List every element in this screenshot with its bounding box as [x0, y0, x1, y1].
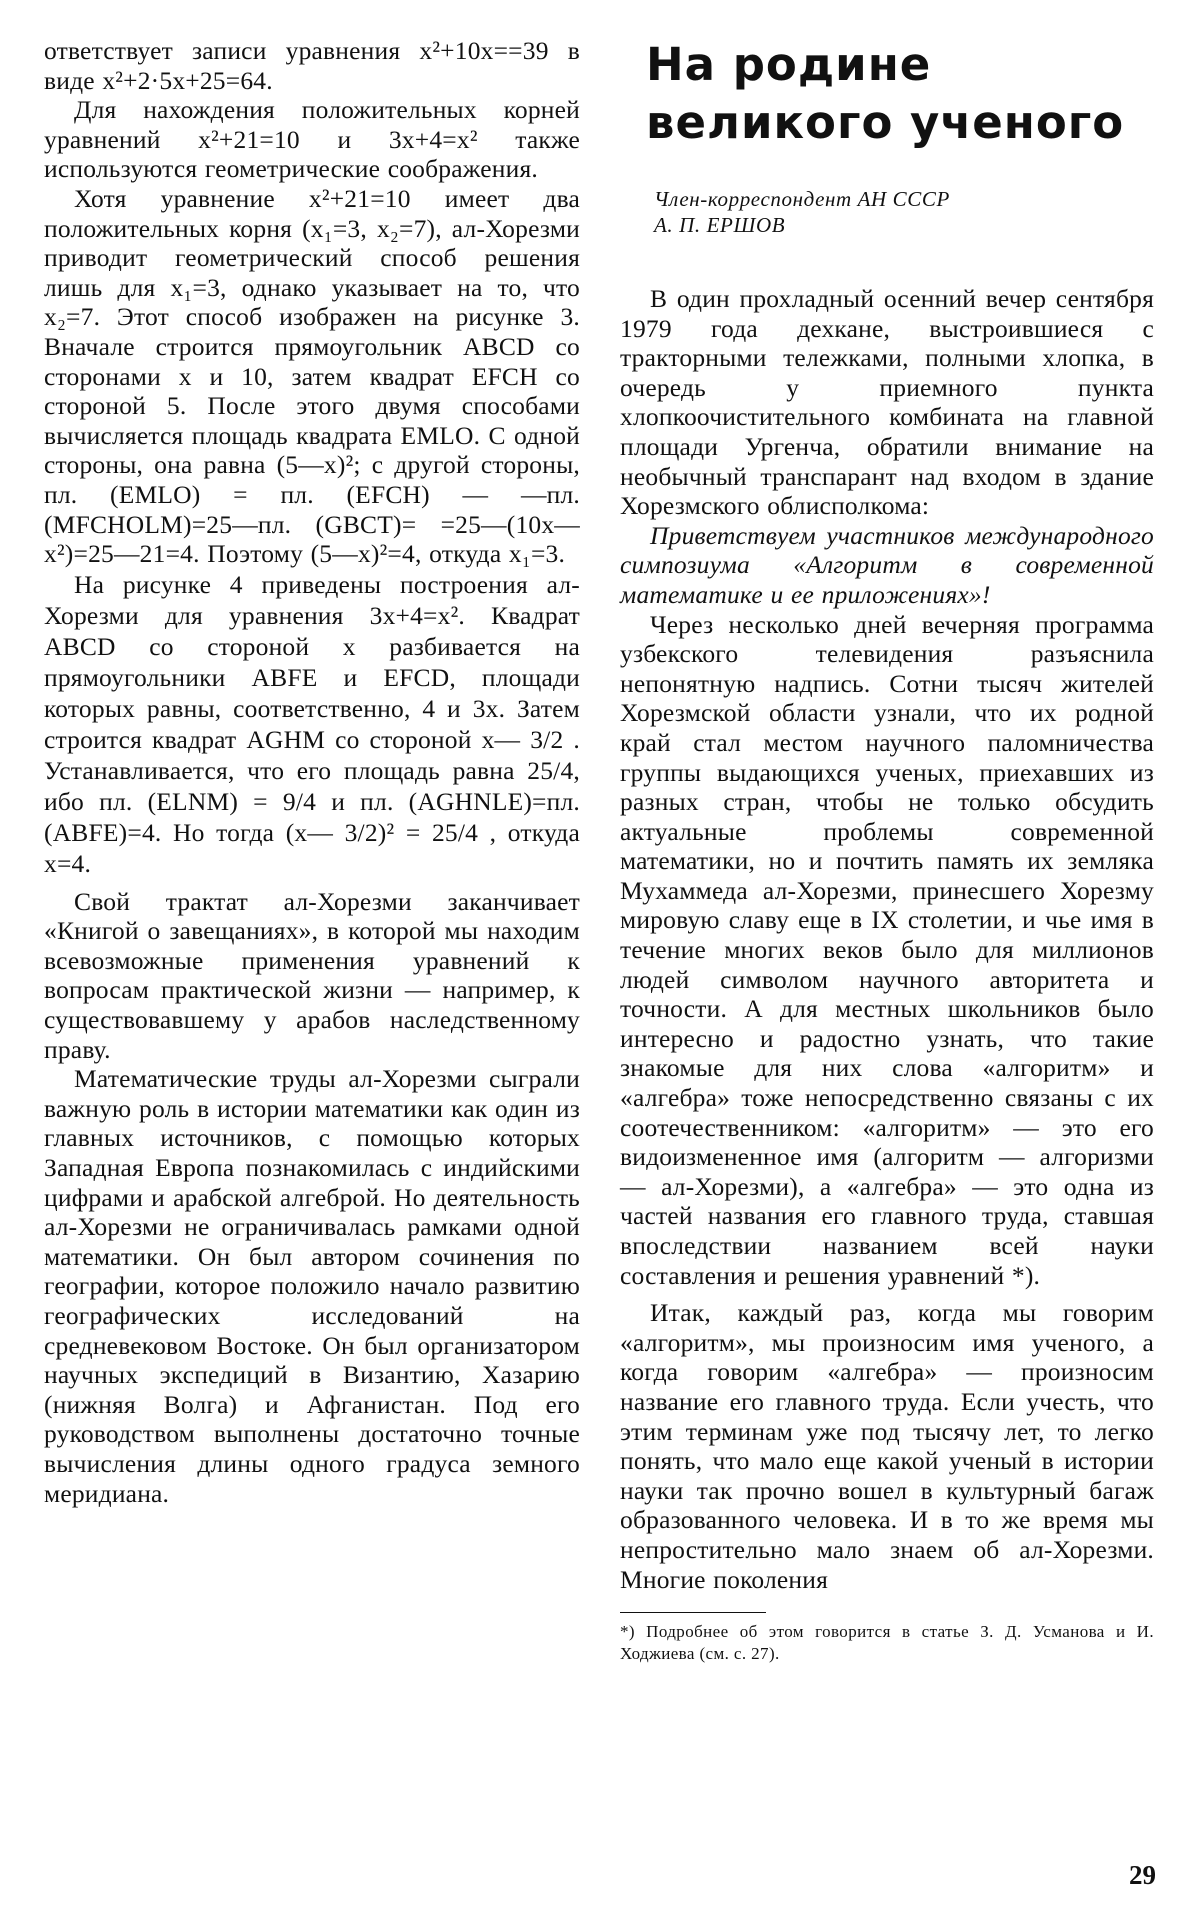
footnote-divider	[620, 1612, 766, 1613]
left-paragraph-3: Хотя уравнение x²+21=10 имеет два положительных корня (x₁=3, x₂=7), ал-Хорезми приводит геометрический способ решения лишь для x₁=3, однако указывает на то, что x₂=7. Этот способ изображен на рисунке 3. Вначале строится прямоугольник ABCD со сторонами x и 10, затем квадрат EFCH со стороной 5. После этого двумя способами вычисляется площадь квадрата EMLO. С одной стороны, она равна (5—x)²; с другой стороны, пл. (EMLO) = пл. (EFCH) — —пл. (MFCHOLM)=25—пл. (GBCT)= =25—(10x—x²)=25—21=4. Поэтому (5—x)²=4, откуда x₁=3.	[44, 183, 580, 569]
footnote: *) Подробнее об этом говорится в статье З. Д. Усманова и И. Ходжиева (см. с. 27).	[620, 1622, 1154, 1664]
title-line-1: На родине	[646, 38, 932, 91]
title-line-2: великого ученого	[646, 96, 1125, 149]
right-paragraph-3: Итак, каждый раз, когда мы говорим «алгоритм», мы произносим имя ученого, а когда говорим «алгебра» — произносим название его главного труда. Если учесть, что этим терминам уже под тысячу лет, то легко понять, что мало еще какой ученый в истории науки так прочно вошел в культурный багаж образованного человека. И в то же время мы непростительно мало знаем об ал-Хорезми. Многие поколения	[620, 1298, 1154, 1594]
right-paragraph-2: Через несколько дней вечерняя программа узбекского телевидения разъяснила непонятную надпись. Сотни тысяч жителей Хорезмской области узнали, что их родной край стал местом научного паломничества группы выдающихся ученых, приехавших из разных стран, чтобы не только обсудить актуальные проблемы современной математики, но и почтить память их земляка Мухаммеда ал-Хорезми, принесшего Хорезму мировую славу еще в IX столетии, и чье имя в течение многих веков было для миллионов людей символом научного авторитета и точности. А для местных школьников было интересно и радостно узнать, что такие знакомые для них слова «алгоритм» и «алгебра» тоже непосредственно связаны с их соотечественником: «алгоритм» — это его видоизмененное имя (алгоритм — алгоризми — ал-Хорезми), а «алгебра» — это одна из частей названия его главного труда, ставшая впоследствии названием всей науки составления и решения уравнений *).	[620, 609, 1154, 1290]
left-paragraph-6: Математические труды ал-Хорезми сыграли важную роль в истории математики как один из главных источников, с помощью которых Западная Европа познакомилась с индийскими цифрами и арабской алгеброй. Но деятельность ал-Хорезми не ограничивалась рамками одной математики. Он был автором сочинения по географии, которое положило начало развитию географических исследований на средневековом Востоке. Он был организатором научных экспедиций в Византию, Хазарию (нижняя Волга) и Афганистан. Под его руководством выполнены достаточно точные вычисления длины одного градуса земного меридиана.	[44, 1064, 580, 1508]
banner-quote: Приветствуем участников международного симпозиума «Алгоритм в современной математике и ее приложениях»!	[620, 520, 1154, 609]
page-number: 29	[1129, 1860, 1156, 1890]
left-paragraph-5: Свой трактат ал-Хорезми заканчивает «Книгой о завещаниях», в которой мы находим всевозможные применения уравнений к вопросам практической жизни — например, к существовавшему у арабов наследственному праву.	[44, 886, 580, 1064]
left-paragraph-1: ответствует записи уравнения x²+10x==39 в виде x²+2·5x+25=64.	[44, 36, 580, 95]
article-title	[620, 36, 1154, 152]
left-paragraph-2: Для нахождения положительных корней уравнений x²+21=10 и 3x+4=x² также используются геометрические соображения.	[44, 95, 580, 184]
author-title: Член-корреспондент АН СССР	[654, 187, 950, 211]
right-paragraph-1: В один прохладный осенний вечер сентября 1979 года дехкане, выстроившиеся с тракторными тележками, полными хлопка, в очередь у приемного пункта хлопкоочистительного комбината на главной площади Ургенча, обратили внимание на необычный транспарант над входом в здание Хорезмского облисполкома:	[620, 284, 1154, 521]
author-name: А. П. ЕРШОВ	[654, 213, 786, 237]
left-column	[44, 36, 580, 1508]
right-column	[620, 36, 1154, 1665]
left-paragraph-4: На рисунке 4 приведены построения ал-Хорезми для уравнения 3x+4=x². Квадрат ABCD со стороной x разбивается на прямоугольники ABFE и EFCD, площади которых равны, соответственно, 4 и 3x. Затем строится квадрат AGHM со стороной x— 3/2 . Устанавливается, что его площадь равна 25/4, ибо пл. (ELNM) = 9/4 и пл. (AGHNLE)=пл. (ABFE)=4. Но тогда (x— 3/2)² = 25/4 , откуда x=4.	[44, 569, 580, 878]
